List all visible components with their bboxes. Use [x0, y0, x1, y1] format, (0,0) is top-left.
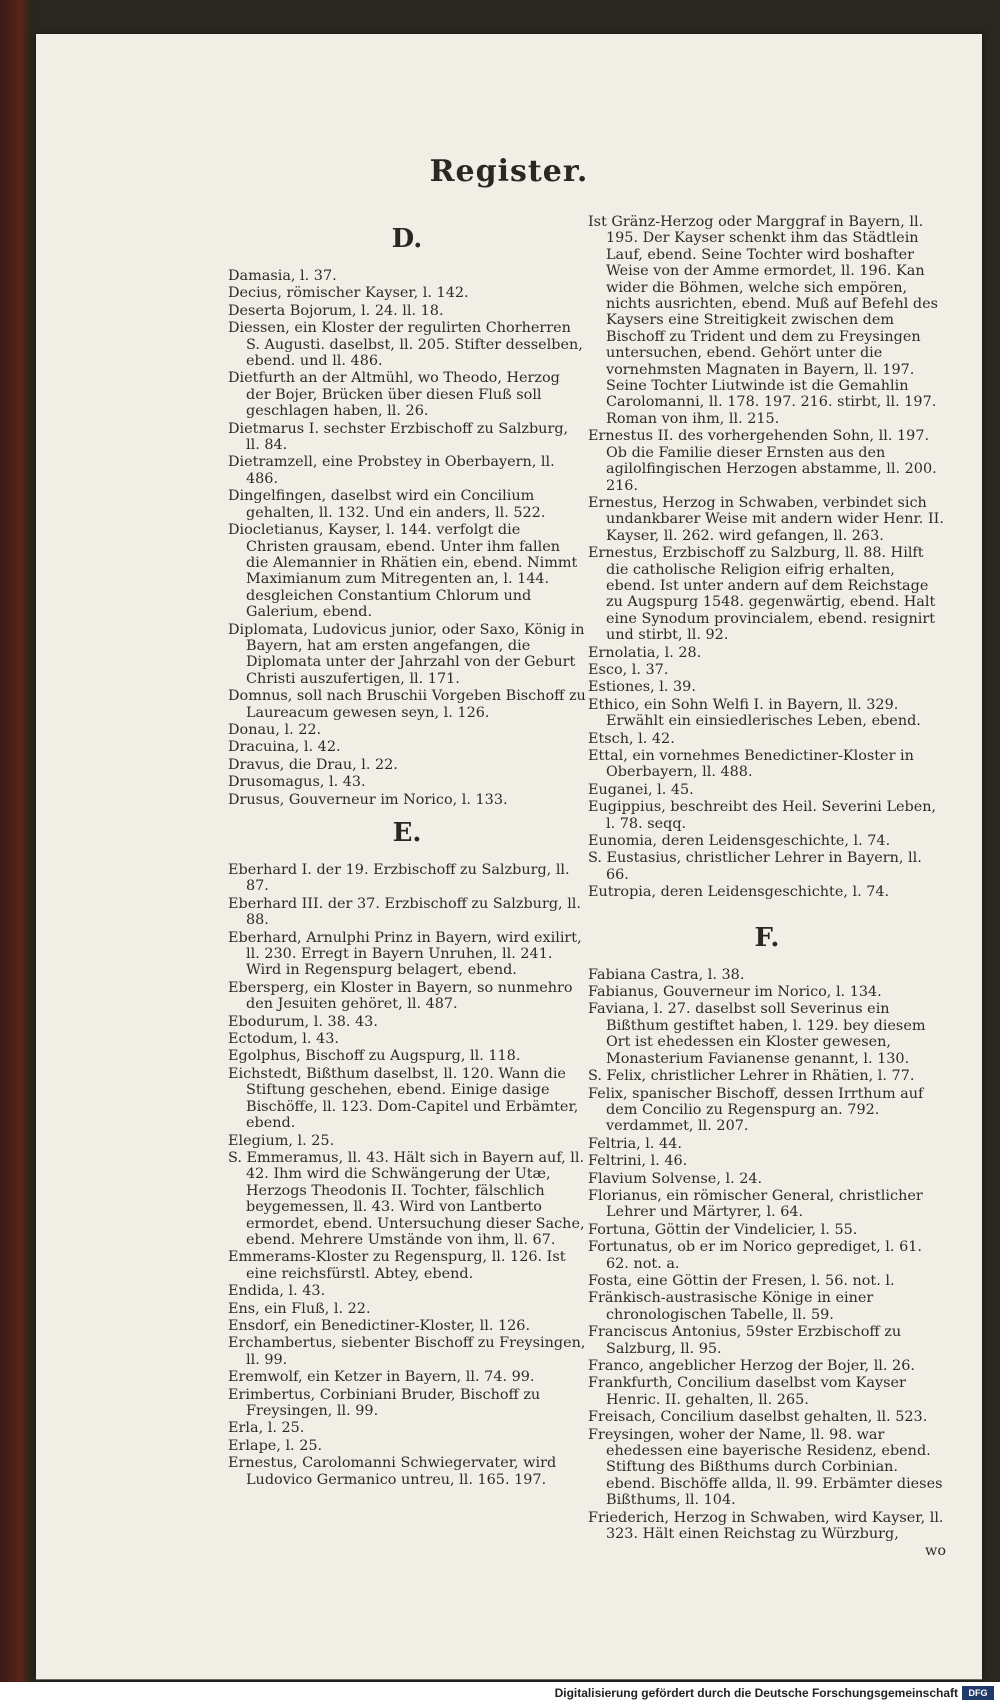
index-entry: Franco, angeblicher Herzog der Bojer, ll. 26. [588, 1358, 915, 1374]
index-entry: Fränkisch-austrasische Könige in einer chronologischen Tabelle, ll. 59. [588, 1290, 874, 1323]
book-page [36, 34, 982, 1679]
index-entry: Ernestus, Carolomanni Schwiegervater, wird Ludovico Germanico untreu, ll. 165. 197. [228, 1455, 557, 1488]
footer-bar [0, 1682, 1000, 1704]
right-column [588, 214, 946, 1561]
index-entry: Feltrini, l. 46. [588, 1153, 688, 1170]
index-entry: Egolphus, Bischoff zu Augspurg, ll. 118. [228, 1048, 521, 1065]
index-entry: Eutropia, deren Leidensgeschichte, l. 74. [588, 884, 890, 901]
index-entry: Frankfurth, Concilium daselbst vom Kayser Henric. II. gehalten, ll. 265. [588, 1375, 906, 1408]
entries-f [588, 967, 946, 1543]
index-entry: Endida, l. 43. [228, 1283, 326, 1300]
index-entry: Eberhard I. der 19. Erzbischoff zu Salzburg, ll. 87. [228, 862, 570, 895]
entries-d [228, 268, 586, 808]
index-entry: Drusomagus, l. 43. [228, 774, 366, 791]
index-entry: Dietmarus I. sechster Erzbischoff zu Salzburg, ll. 84. [228, 420, 569, 454]
index-entry: Fortunatus, ob er im Norico geprediget, l. 61. 62. not. a. [588, 1239, 922, 1272]
index-entry: Feltria, l. 44. [588, 1135, 682, 1152]
index-entry: Eichstedt, Bißthum daselbst, ll. 120. Wann die Stiftung geschehen, ebend. Einige dasige Bischöffe, ll. 123. Dom-Capitel und Erbämter, ebend. [228, 1065, 579, 1132]
page-title: Register. [429, 154, 589, 189]
index-entry: Felix, spanischer Bischoff, dessen Irrthum auf dem Concilio zu Regenspurg an. 792. verdammet, ll. 207. [588, 1085, 924, 1135]
index-entry: Ernestus II. des vorhergehenden Sohn, ll. 197. Ob die Familie dieser Ernsten aus den agilolfingischen Herzogen abstamme, ll. 200. 216. [588, 428, 937, 494]
index-entry: Eberhard, Arnulphi Prinz in Bayern, wird exilirt, ll. 230. Erregt in Bayern Unruhen, ll. 241. Wird in Regenspurg belagert, ebend. [228, 929, 582, 979]
index-entry: Ist Gränz-Herzog oder Marggraf in Bayern, ll. 195. Der Kayser schenkt ihm das Städtlein Lauf, ebend. Seine Tochter wird boshafter Weise von der Amme ermordet, ll. 196. Kan wider die Böhmen, welche sich empören, nichts ausrichten, ebend. Muß auf Befehl des Kaysers eine Streitigkeit zwischen dem Bischoff zu Trident und dem zu Freysingen untersuchen, ebend. Gehört unter die vornehmsten Magnaten in Bayern, ll. 197. Seine Tochter Liutwinde ist die Gemahlin Carolomanni, ll. 178. 197. 216. stirbt, ll. 197. Roman von ihm, ll. 215. [588, 214, 939, 427]
index-entry: Dracuina, l. 42. [228, 739, 341, 756]
index-entry: Erla, l. 25. [228, 1420, 305, 1437]
index-entry: Euganei, l. 45. [588, 781, 694, 798]
index-entry: Eugippius, beschreibt des Heil. Severini Leben, l. 78. seqq. [588, 799, 937, 832]
index-entry: Dingelfingen, daselbst wird ein Concilium gehalten, ll. 132. Und ein anders, ll. 522. [228, 488, 546, 521]
index-entry: Drusus, Gouverneur im Norico, l. 133. [228, 791, 508, 808]
index-entry: S. Eustasius, christlicher Lehrer in Bayern, ll. 66. [588, 850, 922, 883]
index-entry: Eremwolf, ein Ketzer in Bayern, ll. 74. 99. [228, 1369, 535, 1386]
index-entry: Dietramzell, eine Probstey in Oberbayern, ll. 486. [228, 454, 555, 487]
index-entry: Florianus, ein römischer General, christlicher Lehrer und Märtyrer, l. 64. [588, 1187, 923, 1221]
index-entry: Franciscus Antonius, 59ster Erzbischoff zu Salzburg, ll. 95. [588, 1324, 902, 1357]
left-column [228, 214, 586, 1489]
index-entry: Eunomia, deren Leidensgeschichte, l. 74. [588, 833, 891, 850]
index-entry: Erlape, l. 25. [228, 1437, 323, 1454]
index-entry: Ebodurum, l. 38. 43. [228, 1013, 378, 1030]
index-entry: Friederich, Herzog in Schwaben, wird Kayser, ll. 323. Hält einen Reichstag zu Würzburg, [588, 1509, 944, 1543]
entries-e-right [588, 214, 946, 901]
index-entry: Erchambertus, siebenter Bischoff zu Freysingen, ll. 99. [228, 1335, 586, 1368]
index-entry: Etsch, l. 42. [588, 730, 675, 747]
index-entry: Fosta, eine Göttin der Fresen, l. 56. not. l. [588, 1272, 895, 1289]
index-entry: Eberhard III. der 37. Erzbischoff zu Salzburg, ll. 88. [228, 895, 581, 929]
index-entry: Ernestus, Herzog in Schwaben, verbindet sich undankbarer Weise mit andern wider Henr. II. Kayser, ll. 262. wird gefangen, ll. 263. [588, 494, 944, 544]
index-entry: Freisach, Concilium daselbst gehalten, ll. 523. [588, 1409, 928, 1426]
index-entry: Donau, l. 22. [228, 721, 322, 738]
index-entry: Freysingen, woher der Name, ll. 98. war ehedessen eine bayerische Residenz, ebend. Stiftung des Bißthums durch Corbinian. ebend. Bischöffe allda, ll. 99. Erbämter dieses Bißthums, ll. 104. [588, 1426, 943, 1509]
index-entry: Esco, l. 37. [588, 661, 669, 678]
index-entry: Flavium Solvense, l. 24. [588, 1170, 763, 1187]
footer-credit: Digitalisierung gefördert durch die Deutsche Forschungsgemeinschaft [554, 1686, 958, 1700]
index-entry: S. Emmeramus, ll. 43. Hält sich in Bayern auf, ll. 42. Ihm wird die Schwängerung der Utæ, Herzogs Theodonis II. Tochter, fälschlich beygemessen, ll. 43. Wird von Lantberto ermordet, ebend. Untersuchung dieser Sache, ebend. Mehrere Umstände von ihm, ll. 67. [228, 1149, 585, 1248]
index-entry: Emmerams-Kloster zu Regenspurg, ll. 126. Ist eine reichsfürstl. Abtey, ebend. [228, 1249, 566, 1282]
dfg-logo: DFG [962, 1686, 994, 1700]
index-entry: S. Felix, christlicher Lehrer in Rhätien, l. 77. [588, 1068, 915, 1085]
index-entry: Diplomata, Ludovicus junior, oder Saxo, König in Bayern, hat am ersten angefangen, die Diplomata unter der Jahrzahl von der Geburt Christi auszufertigen, ll. 171. [228, 621, 585, 687]
index-entry: Ethico, ein Sohn Welfi I. in Bayern, ll. 329. Erwählt ein einsiedlerisches Leben, ebend. [588, 696, 921, 730]
index-entry: Erimbertus, Corbiniani Bruder, Bischoff zu Freysingen, ll. 99. [228, 1386, 541, 1419]
section-letter-f: F. [754, 922, 780, 953]
index-entry: Ettal, ein vornehmes Benedictiner-Kloster in Oberbayern, ll. 488. [588, 748, 914, 781]
index-entry: Ernolatia, l. 28. [588, 644, 702, 661]
section-letter-e: E. [392, 818, 422, 848]
index-entry: Decius, römischer Kayser, l. 142. [228, 285, 469, 302]
index-entry: Dravus, die Drau, l. 22. [228, 756, 398, 773]
index-entry: Fabiana Castra, l. 38. [588, 966, 745, 983]
index-entry: Deserta Bojorum, l. 24. ll. 18. [228, 302, 444, 319]
index-entry: Diocletianus, Kayser, l. 144. verfolgt die Christen grausam, ebend. Unter ihm fallen die Alemannier in Rhätien ein, ebend. Nimmt Maximianum zum Mitregenten an, l. 144. desgleichen Constantium Chlorum und Galerium, ebend. [228, 522, 578, 621]
catchword: wo [925, 1543, 946, 1560]
index-entry: Ernestus, Erzbischoff zu Salzburg, ll. 88. Hilft die catholische Religion eifrig erhalten, ebend. Ist unter andern auf dem Reichstage zu Augspurg 1548. gegenwärtig, ebend. Halt eine Synodum provincialem, ebend. resignirt und stirbt, ll. 92. [588, 545, 936, 644]
index-entry: Elegium, l. 25. [228, 1132, 335, 1149]
index-entry: Estiones, l. 39. [588, 679, 696, 696]
section-letter-d: D. [391, 224, 423, 254]
index-entry: Fortuna, Göttin der Vindelicier, l. 55. [588, 1221, 858, 1238]
index-entry: Damasia, l. 37. [228, 268, 337, 284]
index-entry: Domnus, soll nach Bruschii Vorgeben Bischoff zu Laureacum gewesen seyn, l. 126. [228, 688, 586, 721]
index-entry: Dietfurth an der Altmühl, wo Theodo, Herzog der Bojer, Brücken über diesen Fluß soll geschlagen haben, ll. 26. [228, 370, 560, 420]
index-entry: Ebersperg, ein Kloster in Bayern, so nunmehro den Jesuiten gehöret, ll. 487. [228, 979, 573, 1013]
entries-e-left [228, 862, 586, 1488]
index-entry: Ectodum, l. 43. [228, 1031, 339, 1048]
index-entry: Ens, ein Fluß, l. 22. [228, 1300, 371, 1317]
index-entry: Diessen, ein Kloster der regulirten Chorherren S. Augusti. daselbst, ll. 205. Stifter desselben, ebend. und ll. 486. [228, 320, 583, 370]
index-entry: Faviana, l. 27. daselbst soll Severinus ein Bißthum gestiftet haben, l. 129. bey diesem Ort ist ehedessen ein Kloster gewesen, Monasterium Favianense genannt, l. 130. [588, 1001, 926, 1067]
index-entry: Fabianus, Gouverneur im Norico, l. 134. [588, 984, 882, 1001]
index-entry: Ensdorf, ein Benedictiner-Kloster, ll. 126. [228, 1317, 531, 1334]
